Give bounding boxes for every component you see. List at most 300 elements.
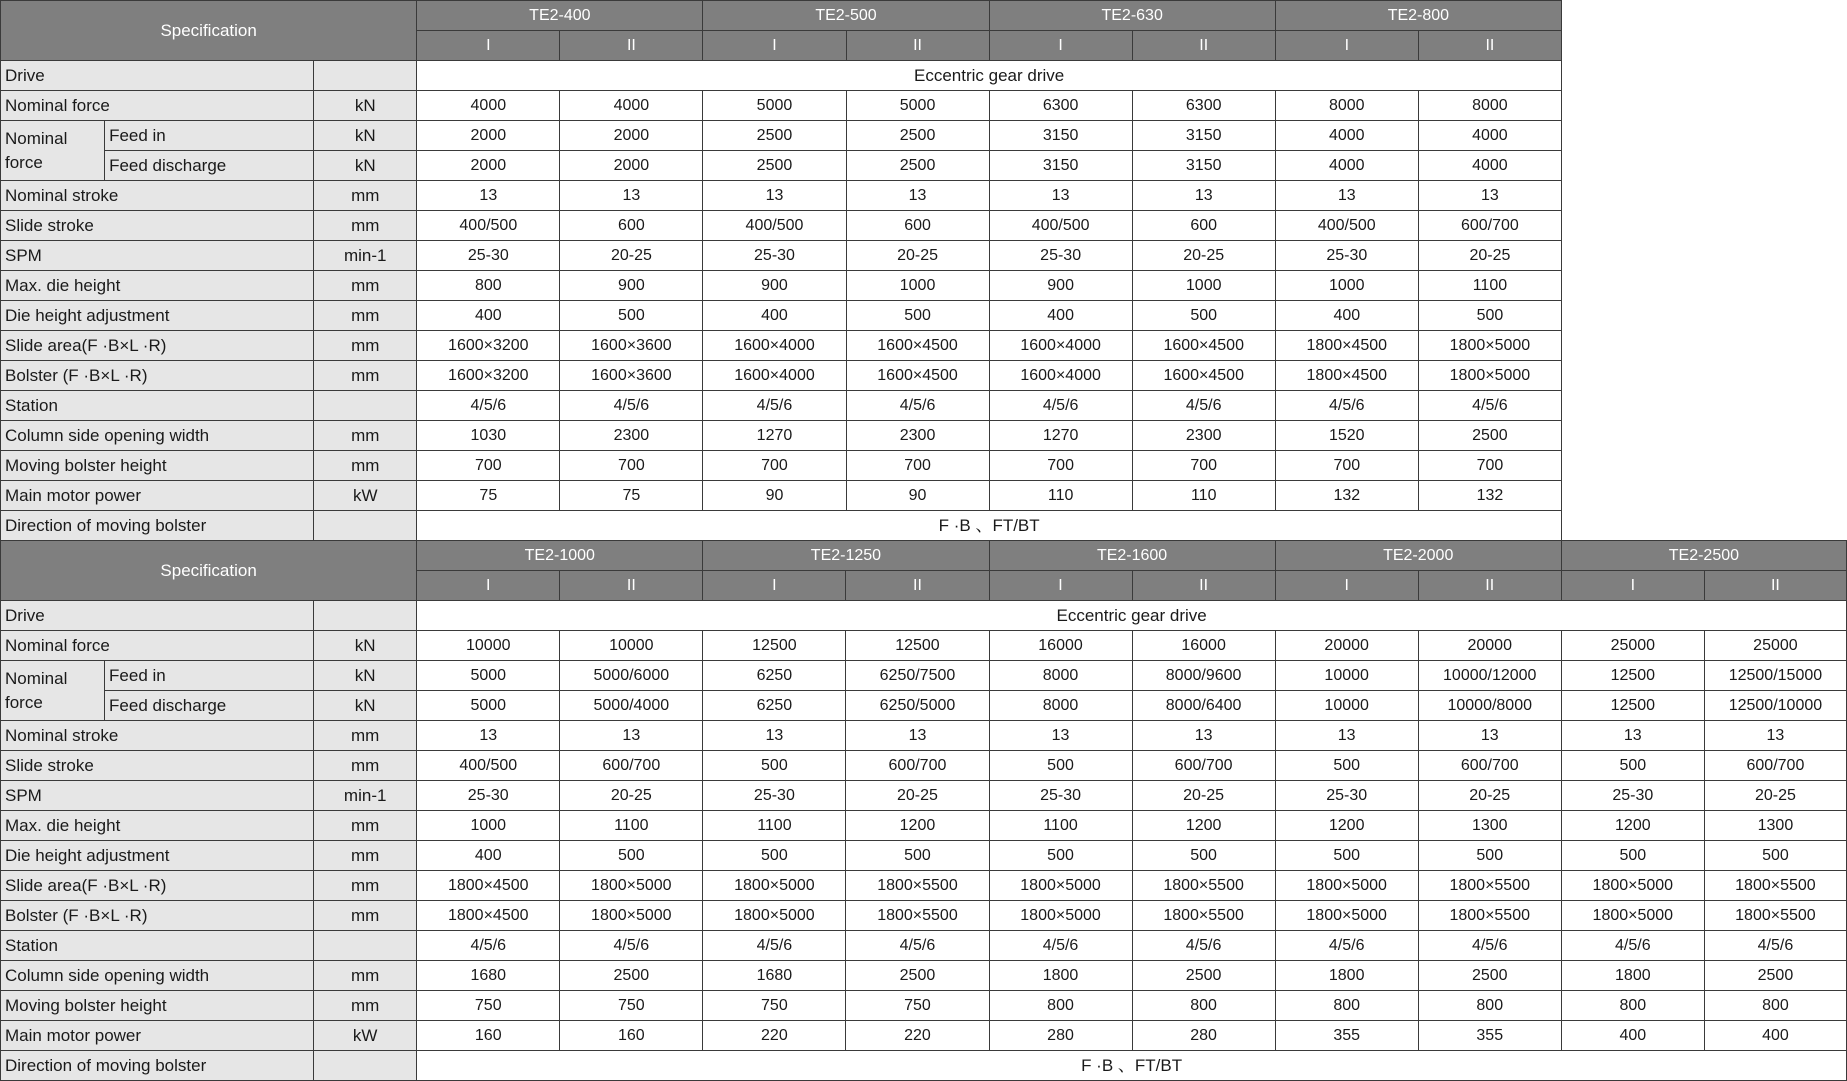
cell-nominal-force: 12500 [846,631,989,661]
cell-slide-stroke: 500 [1275,751,1418,781]
cell-spm: 25-30 [989,241,1132,271]
row-label-nominal-stroke: Nominal stroke [1,721,314,751]
drive-value: Eccentric gear drive [417,61,1562,91]
cell-feed-in: 3150 [989,121,1132,151]
cell-moving-bolster-height: 800 [1418,991,1561,1021]
cell-die-height-adjustment: 500 [1561,841,1704,871]
cell-station: 4/5/6 [1275,391,1418,421]
cell-feed-discharge: 5000/4000 [560,691,703,721]
row-label-feed-discharge: Feed discharge [105,151,314,181]
row-label-bolster: Bolster (F ·B×L ·R) [1,361,314,391]
cell-feed-discharge: 8000/6400 [1132,691,1275,721]
cell-nominal-stroke: 13 [560,181,703,211]
model-header: TE2-400 [417,1,703,31]
cell-nominal-force: 20000 [1275,631,1418,661]
cell-bolster: 1800×5500 [1704,901,1846,931]
cell-main-motor-power: 220 [703,1021,846,1051]
cell-feed-discharge: 3150 [1132,151,1275,181]
unit-direction-of-moving-bolster [314,1051,417,1081]
cell-slide-area: 1600×4500 [846,331,989,361]
model-header: TE2-2500 [1561,541,1846,571]
row-label-moving-bolster-height: Moving bolster height [1,451,314,481]
cell-spm: 20-25 [1132,241,1275,271]
row-label-moving-bolster-height: Moving bolster height [1,991,314,1021]
cell-max-die-height: 1000 [846,271,989,301]
row-nominal-force [1,91,1562,121]
row-label-direction-of-moving-bolster: Direction of moving bolster [1,1051,314,1081]
unit-slide-area: mm [314,331,417,361]
cell-feed-in: 6250 [703,661,846,691]
cell-die-height-adjustment: 400 [989,301,1132,331]
cell-slide-stroke: 600 [560,211,703,241]
cell-nominal-stroke: 13 [417,721,560,751]
row-label-station: Station [1,931,314,961]
cell-nominal-stroke: 13 [1418,181,1561,211]
cell-max-die-height: 1200 [1132,811,1275,841]
cell-nominal-force: 25000 [1561,631,1704,661]
row-slide-stroke [1,211,1562,241]
cell-nominal-stroke: 13 [560,721,703,751]
row-label-nominal-force: Nominal force [1,91,314,121]
spec-table-2-body [1,541,1847,1081]
cell-nominal-force: 4000 [417,91,560,121]
cell-nominal-force: 6300 [989,91,1132,121]
cell-feed-discharge: 6250/5000 [846,691,989,721]
cell-max-die-height: 1000 [417,811,560,841]
cell-bolster: 1600×3600 [560,361,703,391]
variant-header-ii: II [1418,571,1561,601]
row-label-slide-area: Slide area(F ·B×L ·R) [1,331,314,361]
cell-column-side-opening-width: 2300 [1132,421,1275,451]
row-label-max-die-height: Max. die height [1,271,314,301]
row-label-drive: Drive [1,601,314,631]
cell-slide-stroke: 600/700 [846,751,989,781]
row-label-nominal-stroke: Nominal stroke [1,181,314,211]
cell-bolster: 1600×4000 [703,361,846,391]
cell-slide-area: 1800×5000 [1418,331,1561,361]
cell-feed-in: 12500 [1561,661,1704,691]
row-feed-discharge [1,691,1847,721]
cell-moving-bolster-height: 750 [560,991,703,1021]
cell-max-die-height: 1200 [1275,811,1418,841]
cell-moving-bolster-height: 750 [703,991,846,1021]
unit-bolster: mm [314,901,417,931]
unit-feed-discharge: kN [314,691,417,721]
cell-die-height-adjustment: 500 [560,841,703,871]
unit-die-height-adjustment: mm [314,301,417,331]
cell-feed-in: 3150 [1132,121,1275,151]
spec-table-1 [0,0,1562,541]
cell-main-motor-power: 160 [417,1021,560,1051]
row-label-station: Station [1,391,314,421]
cell-station: 4/5/6 [560,391,703,421]
cell-moving-bolster-height: 800 [1704,991,1846,1021]
row-label-column-side-opening-width: Column side opening width [1,961,314,991]
cell-column-side-opening-width: 1030 [417,421,560,451]
cell-moving-bolster-height: 800 [1275,991,1418,1021]
cell-nominal-stroke: 13 [703,721,846,751]
row-label-column-side-opening-width: Column side opening width [1,421,314,451]
cell-station: 4/5/6 [560,931,703,961]
cell-nominal-force: 8000 [1275,91,1418,121]
row-station [1,391,1562,421]
unit-station [314,931,417,961]
unit-slide-area: mm [314,871,417,901]
cell-slide-area: 1800×5000 [703,871,846,901]
variant-header-i: I [1275,31,1418,61]
cell-die-height-adjustment: 500 [703,841,846,871]
cell-slide-stroke: 500 [1561,751,1704,781]
cell-nominal-stroke: 13 [1561,721,1704,751]
cell-slide-area: 1600×4000 [989,331,1132,361]
model-header: TE2-800 [1275,1,1561,31]
cell-die-height-adjustment: 500 [560,301,703,331]
cell-feed-discharge: 6250 [703,691,846,721]
unit-column-side-opening-width: mm [314,961,417,991]
variant-header-ii: II [846,31,989,61]
header-row-models [1,1,1562,31]
row-nominal-stroke [1,181,1562,211]
cell-spm: 25-30 [1275,781,1418,811]
model-header: TE2-1600 [989,541,1275,571]
cell-station: 4/5/6 [846,931,989,961]
unit-column-side-opening-width: mm [314,421,417,451]
variant-header-i: I [417,571,560,601]
cell-main-motor-power: 90 [703,481,846,511]
cell-main-motor-power: 400 [1704,1021,1846,1051]
row-slide-stroke [1,751,1847,781]
cell-main-motor-power: 220 [846,1021,989,1051]
cell-spm: 25-30 [1561,781,1704,811]
cell-feed-in: 4000 [1275,121,1418,151]
cell-column-side-opening-width: 1680 [703,961,846,991]
cell-die-height-adjustment: 500 [989,841,1132,871]
row-label-main-motor-power: Main motor power [1,1021,314,1051]
row-label-drive: Drive [1,61,314,91]
model-header: TE2-500 [703,1,989,31]
cell-main-motor-power: 75 [417,481,560,511]
unit-nominal-stroke: mm [314,181,417,211]
unit-die-height-adjustment: mm [314,841,417,871]
cell-nominal-force: 25000 [1704,631,1846,661]
variant-header-ii: II [1132,31,1275,61]
cell-feed-in: 4000 [1418,121,1561,151]
cell-slide-area: 1800×5000 [1275,871,1418,901]
cell-slide-stroke: 600/700 [1704,751,1846,781]
cell-max-die-height: 1000 [1275,271,1418,301]
cell-main-motor-power: 355 [1275,1021,1418,1051]
cell-spm: 20-25 [1418,781,1561,811]
cell-feed-discharge: 3150 [989,151,1132,181]
row-label-spm: SPM [1,241,314,271]
unit-feed-in: kN [314,121,417,151]
cell-slide-area: 1800×4500 [1275,331,1418,361]
cell-station: 4/5/6 [1275,931,1418,961]
unit-feed-in: kN [314,661,417,691]
unit-feed-discharge: kN [314,151,417,181]
cell-nominal-force: 8000 [1418,91,1561,121]
cell-nominal-force: 5000 [846,91,989,121]
model-header: TE2-630 [989,1,1275,31]
cell-slide-area: 1600×3200 [417,331,560,361]
row-spm [1,781,1847,811]
unit-drive [314,61,417,91]
cell-spm: 25-30 [417,781,560,811]
row-slide-area [1,871,1847,901]
cell-feed-discharge: 12500 [1561,691,1704,721]
cell-die-height-adjustment: 400 [417,841,560,871]
cell-moving-bolster-height: 700 [1275,451,1418,481]
cell-nominal-force: 16000 [1132,631,1275,661]
cell-station: 4/5/6 [1561,931,1704,961]
cell-nominal-stroke: 13 [846,721,989,751]
cell-station: 4/5/6 [417,391,560,421]
cell-nominal-force: 16000 [989,631,1132,661]
cell-slide-area: 1800×5000 [1561,871,1704,901]
spec-table-1-body [1,1,1562,541]
row-label-direction-of-moving-bolster: Direction of moving bolster [1,511,314,541]
cell-column-side-opening-width: 1520 [1275,421,1418,451]
cell-feed-discharge: 10000 [1275,691,1418,721]
row-max-die-height [1,271,1562,301]
cell-slide-area: 1800×5500 [846,871,989,901]
cell-main-motor-power: 110 [989,481,1132,511]
cell-bolster: 1800×5500 [1132,901,1275,931]
variant-header-i: I [703,571,846,601]
cell-max-die-height: 1000 [1132,271,1275,301]
cell-bolster: 1800×5000 [560,901,703,931]
row-feed-in [1,661,1847,691]
cell-moving-bolster-height: 750 [417,991,560,1021]
variant-header-ii: II [846,571,989,601]
cell-bolster: 1800×5500 [1418,901,1561,931]
cell-slide-area: 1800×5500 [1132,871,1275,901]
direction-value: F ·B 、FT/BT [417,1051,1847,1081]
cell-moving-bolster-height: 700 [560,451,703,481]
cell-station: 4/5/6 [989,931,1132,961]
variant-header-ii: II [560,571,703,601]
cell-bolster: 1800×5000 [703,901,846,931]
cell-feed-discharge: 4000 [1275,151,1418,181]
cell-feed-discharge: 10000/8000 [1418,691,1561,721]
cell-column-side-opening-width: 2300 [846,421,989,451]
row-feed-in [1,121,1562,151]
cell-moving-bolster-height: 700 [846,451,989,481]
cell-bolster: 1800×5000 [989,901,1132,931]
row-die-height-adjustment [1,841,1847,871]
variant-header-i: I [989,571,1132,601]
cell-bolster: 1600×4500 [1132,361,1275,391]
cell-station: 4/5/6 [703,931,846,961]
cell-slide-stroke: 400/500 [417,751,560,781]
cell-column-side-opening-width: 1800 [1275,961,1418,991]
cell-max-die-height: 1100 [989,811,1132,841]
row-label-bolster: Bolster (F ·B×L ·R) [1,901,314,931]
cell-die-height-adjustment: 500 [1275,841,1418,871]
cell-nominal-stroke: 13 [1418,721,1561,751]
row-moving-bolster-height [1,451,1562,481]
cell-slide-area: 1600×4500 [1132,331,1275,361]
cell-moving-bolster-height: 750 [846,991,989,1021]
cell-feed-in: 10000 [1275,661,1418,691]
cell-max-die-height: 1200 [846,811,989,841]
unit-spm: min-1 [314,781,417,811]
cell-spm: 25-30 [1275,241,1418,271]
cell-nominal-force: 5000 [703,91,846,121]
cell-feed-in: 5000 [417,661,560,691]
cell-station: 4/5/6 [1418,391,1561,421]
cell-feed-in: 2000 [560,121,703,151]
cell-bolster: 1600×4500 [846,361,989,391]
cell-main-motor-power: 280 [1132,1021,1275,1051]
row-label-die-height-adjustment: Die height adjustment [1,841,314,871]
row-nominal-stroke [1,721,1847,751]
cell-die-height-adjustment: 400 [703,301,846,331]
unit-slide-stroke: mm [314,751,417,781]
unit-station [314,391,417,421]
cell-slide-area: 1800×5000 [989,871,1132,901]
variant-header-i: I [703,31,846,61]
cell-main-motor-power: 355 [1418,1021,1561,1051]
cell-column-side-opening-width: 1270 [989,421,1132,451]
cell-feed-discharge: 2000 [417,151,560,181]
cell-bolster: 1600×4000 [989,361,1132,391]
cell-station: 4/5/6 [417,931,560,961]
cell-main-motor-power: 132 [1418,481,1561,511]
cell-max-die-height: 900 [989,271,1132,301]
cell-column-side-opening-width: 2500 [1132,961,1275,991]
unit-spm: min-1 [314,241,417,271]
specification-header: Specification [1,1,417,61]
unit-main-motor-power: kW [314,1021,417,1051]
variant-header-ii: II [1132,571,1275,601]
cell-bolster: 1800×4500 [417,901,560,931]
row-label-nominal-force: Nominal force [1,631,314,661]
cell-moving-bolster-height: 700 [1418,451,1561,481]
cell-feed-in: 2500 [703,121,846,151]
variant-header-i: I [417,31,560,61]
row-label-nominal-force-group: Nominal force [1,661,105,721]
row-label-nominal-force-group: Nominal force [1,121,105,181]
cell-main-motor-power: 90 [846,481,989,511]
row-label-main-motor-power: Main motor power [1,481,314,511]
cell-station: 4/5/6 [1132,391,1275,421]
cell-feed-in: 10000/12000 [1418,661,1561,691]
row-station [1,931,1847,961]
cell-spm: 25-30 [703,781,846,811]
cell-slide-area: 1800×5000 [560,871,703,901]
cell-feed-discharge: 8000 [989,691,1132,721]
cell-nominal-force: 6300 [1132,91,1275,121]
cell-max-die-height: 1100 [703,811,846,841]
cell-column-side-opening-width: 2500 [1704,961,1846,991]
row-direction-of-moving-bolster [1,1051,1847,1081]
cell-nominal-stroke: 13 [1704,721,1846,751]
unit-direction-of-moving-bolster [314,511,417,541]
cell-slide-stroke: 600/700 [1132,751,1275,781]
cell-station: 4/5/6 [846,391,989,421]
cell-max-die-height: 1100 [560,811,703,841]
cell-slide-area: 1600×3600 [560,331,703,361]
cell-bolster: 1800×5000 [1275,901,1418,931]
cell-spm: 20-25 [560,781,703,811]
cell-station: 4/5/6 [1704,931,1846,961]
row-slide-area [1,331,1562,361]
cell-slide-stroke: 400/500 [703,211,846,241]
row-column-side-opening-width [1,961,1847,991]
cell-column-side-opening-width: 2500 [846,961,989,991]
cell-column-side-opening-width: 2300 [560,421,703,451]
row-bolster [1,901,1847,931]
cell-slide-stroke: 500 [989,751,1132,781]
unit-max-die-height: mm [314,811,417,841]
cell-max-die-height: 1300 [1704,811,1846,841]
cell-spm: 20-25 [846,241,989,271]
unit-nominal-force: kN [314,91,417,121]
cell-spm: 25-30 [703,241,846,271]
cell-column-side-opening-width: 2500 [1418,961,1561,991]
cell-moving-bolster-height: 700 [417,451,560,481]
cell-nominal-stroke: 13 [989,721,1132,751]
cell-slide-stroke: 500 [703,751,846,781]
cell-die-height-adjustment: 500 [1704,841,1846,871]
cell-nominal-stroke: 13 [1275,181,1418,211]
unit-nominal-stroke: mm [314,721,417,751]
cell-column-side-opening-width: 1270 [703,421,846,451]
cell-slide-stroke: 600/700 [1418,751,1561,781]
cell-moving-bolster-height: 800 [989,991,1132,1021]
unit-moving-bolster-height: mm [314,451,417,481]
row-column-side-opening-width [1,421,1562,451]
cell-die-height-adjustment: 500 [1132,301,1275,331]
cell-slide-area: 1800×5500 [1418,871,1561,901]
cell-main-motor-power: 75 [560,481,703,511]
row-drive [1,61,1562,91]
cell-station: 4/5/6 [989,391,1132,421]
cell-die-height-adjustment: 500 [846,841,989,871]
variant-header-ii: II [1704,571,1846,601]
direction-value: F ·B 、FT/BT [417,511,1562,541]
cell-main-motor-power: 160 [560,1021,703,1051]
row-bolster [1,361,1562,391]
variant-header-ii: II [560,31,703,61]
cell-main-motor-power: 132 [1275,481,1418,511]
cell-slide-stroke: 400/500 [989,211,1132,241]
cell-feed-discharge: 2000 [560,151,703,181]
row-feed-discharge [1,151,1562,181]
cell-column-side-opening-width: 1800 [989,961,1132,991]
cell-nominal-stroke: 13 [703,181,846,211]
unit-nominal-force: kN [314,631,417,661]
row-label-die-height-adjustment: Die height adjustment [1,301,314,331]
cell-max-die-height: 900 [703,271,846,301]
cell-slide-area: 1600×4000 [703,331,846,361]
cell-bolster: 1600×3200 [417,361,560,391]
row-label-slide-stroke: Slide stroke [1,751,314,781]
cell-spm: 20-25 [560,241,703,271]
cell-spm: 20-25 [1418,241,1561,271]
row-label-feed-discharge: Feed discharge [105,691,314,721]
row-label-slide-area: Slide area(F ·B×L ·R) [1,871,314,901]
row-nominal-force [1,631,1847,661]
unit-moving-bolster-height: mm [314,991,417,1021]
row-label-feed-in: Feed in [105,661,314,691]
cell-feed-in: 2500 [846,121,989,151]
cell-die-height-adjustment: 400 [417,301,560,331]
cell-slide-area: 1800×5500 [1704,871,1846,901]
row-label-spm: SPM [1,781,314,811]
cell-column-side-opening-width: 1680 [417,961,560,991]
